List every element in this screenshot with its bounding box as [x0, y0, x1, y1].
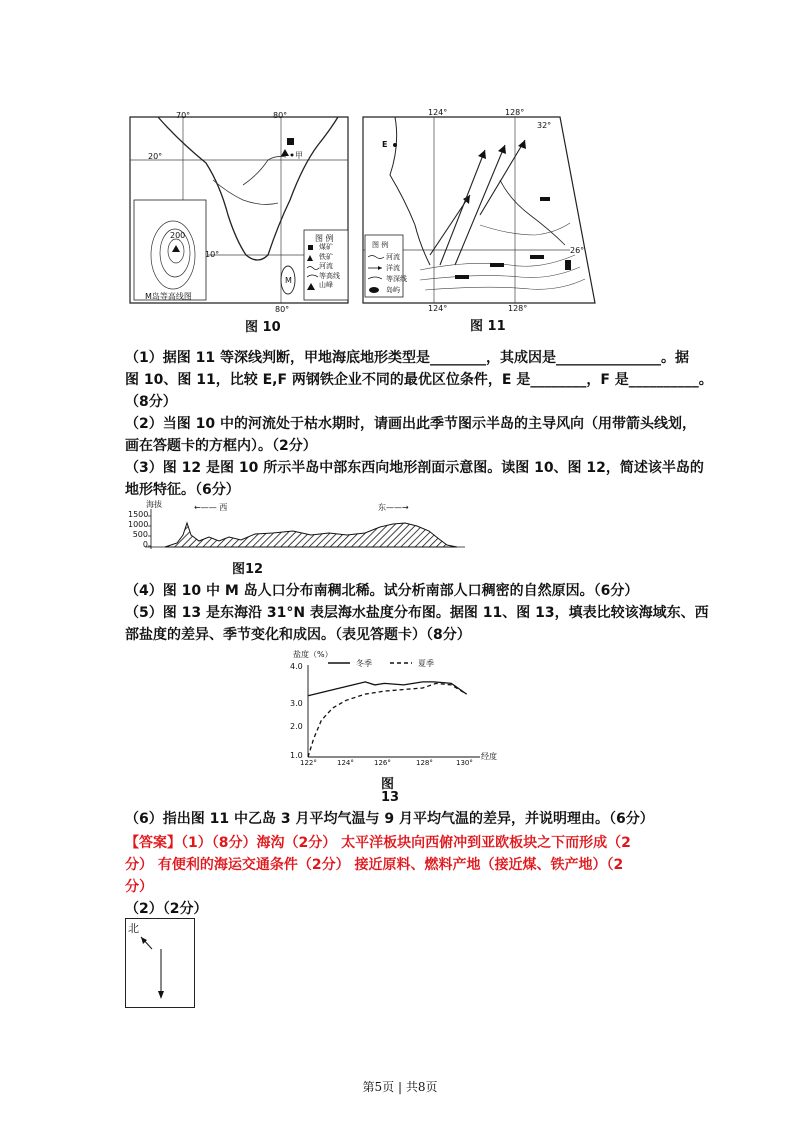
fig10-legend-list [319, 243, 340, 291]
fig11-lat-26: 26° [570, 246, 585, 255]
question-1-line-3: （8分） [125, 394, 177, 410]
fig13-y-title: 盐度（%） [293, 650, 333, 659]
figure-12-profile [125, 497, 470, 559]
fig13-caption-line-2: 13 [381, 790, 400, 805]
wind-arrows-diagram [126, 919, 194, 1007]
answer-1-line-2: 分） 有便利的海运交通条件（2分） 接近原料、燃料产地（接近煤、铁产地）（2 [125, 857, 624, 873]
answer-2-label: （2）（2分） [125, 901, 208, 917]
wind-answer-box [125, 918, 195, 1008]
fig12-caption: 图12 [232, 562, 264, 577]
fig10-island-m: M [285, 276, 292, 285]
question-5-line-2: 部盐度的差异、季节变化和成因。（表见答题卡）（8分） [125, 627, 471, 643]
fig10-lon-80-top: 80° [273, 111, 288, 120]
question-2-line-2: 画在答题卡的方框内）。（2分） [125, 438, 317, 454]
question-3-line-2: 地形特征。（6分） [125, 482, 240, 498]
series-line-summer [308, 683, 467, 757]
page-footer: 第5页 | 共8页 [362, 1080, 438, 1094]
fig11-lon-128-bottom: 128° [508, 304, 528, 313]
fig11-legend-title: 图 例 [372, 241, 389, 249]
fig13-x-tick-124: 124° [337, 759, 354, 767]
fig13-y-tick-1: 1.0 [290, 751, 303, 760]
north-label: 北 [128, 922, 139, 935]
fig13-y-tick-2: 2.0 [290, 722, 303, 731]
legend-current: 洋流 [386, 264, 400, 272]
fig13-y-tick-3: 3.0 [290, 699, 303, 708]
fig10-lat-10: 10° [205, 250, 220, 259]
fig12-east-label: 东——→ [378, 503, 409, 512]
legend-island: 岛屿 [386, 286, 400, 294]
fig10-caption: 图 10 [245, 320, 281, 335]
fig10-lat-20: 20° [148, 152, 163, 161]
fig13-x-tick-130: 130° [456, 759, 473, 767]
fig13-x-tick-126: 126° [374, 759, 391, 767]
legend-iron: 铁矿 [319, 252, 333, 261]
legend-peak: 山峰 [319, 281, 333, 289]
fig11-lon-128-top: 128° [505, 108, 525, 117]
fig10-contour-200: 200 [170, 231, 186, 240]
fig12-tick-1500: 1500 [128, 510, 149, 519]
fig13-legend-winter: 冬季 [356, 659, 372, 668]
question-1-line-1: （1）据图 11 等深线判断，甲地海底地形类型是________，其成因是_______________。据 [125, 350, 689, 366]
legend-isobath: 等深线 [386, 275, 407, 283]
fig12-tick-1000: 1000 [128, 520, 149, 529]
legend-coal: 煤矿 [319, 243, 333, 251]
question-6: （6）指出图 11 中乙岛 3 月平均气温与 9 月平均气温的差异，并说明理由。（6分） [125, 811, 654, 827]
question-5-line-1: （5）图 13 是东海沿 31°N 表层海水盐度分布图。据图 11、图 13，填表比较该海域东、西 [125, 605, 709, 621]
fig10-inset-title: M岛等高线图 [145, 292, 192, 301]
fig13-x-tick-122: 122° [300, 759, 317, 767]
fig11-lon-124-top: 124° [428, 108, 448, 117]
question-1-line-2: 图 10、图 11，比较 E,F 两钢铁企业不同的最优区位条件，E 是________，F 是__________。 [125, 372, 713, 388]
legend-river: 河流 [319, 262, 333, 270]
fig12-west-label: ←—— 西 [194, 503, 228, 512]
fig12-y-title: 海拔 [146, 500, 162, 509]
fig10-legend-title: 图 例 [315, 234, 334, 243]
fig11-point-e: E [382, 140, 388, 149]
fig13-x-title: 经度 [481, 752, 497, 761]
fig11-lon-124-bottom: 124° [428, 304, 448, 313]
fig12-tick-500: 500 [132, 530, 148, 539]
legend-contour: 等高线 [319, 271, 340, 280]
question-2-line-1: （2）当图 10 中的河流处于枯水期时，请画出此季节图示半岛的主导风向（用带箭头线划， [125, 416, 696, 432]
fig11-legend-list [386, 252, 407, 296]
fig10-lon-80-bottom: 80° [275, 305, 290, 314]
answer-1-line-3: 分） [125, 879, 153, 895]
fig10-lon-70: 70° [176, 111, 191, 120]
question-4: （4）图 10 中 M 岛人口分布南稠北稀。试分析南部人口稠密的自然原因。（6分） [125, 583, 639, 599]
fig13-y-tick-4: 4.0 [290, 662, 303, 671]
fig11-caption: 图 11 [470, 319, 506, 334]
fig12-y-ticks [128, 510, 148, 550]
fig13-legend-summer: 夏季 [418, 659, 434, 668]
legend-river: 河流 [386, 253, 400, 261]
fig12-tick-0: 0 [142, 540, 148, 549]
fig13-x-tick-128: 128° [416, 759, 433, 767]
fig11-lat-32: 32° [537, 121, 552, 130]
fig10-point-jia: 甲 [295, 151, 303, 160]
question-3-line-1: （3）图 12 是图 10 所示半岛中部东西向地形剖面示意图。读图 10、图 12，简述该半岛的 [125, 460, 704, 476]
answer-1-line-1: 【答案】（1）（8分）海沟（2分） 太平洋板块向西俯冲到亚欧板块之下而形成（2 [125, 835, 631, 851]
fig13-caption-line-1: 图 [381, 777, 395, 792]
figure-13-salinity-chart [270, 645, 510, 775]
